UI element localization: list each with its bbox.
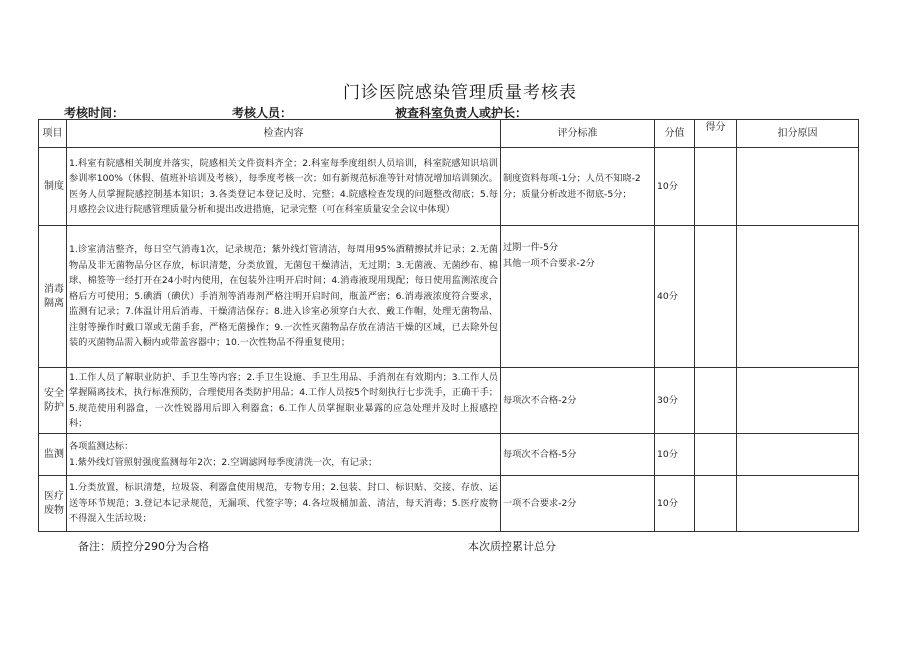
points-cell: 10分 xyxy=(655,476,695,532)
score-cell[interactable] xyxy=(695,434,737,476)
content-cell: 1.科室有院感相关制度并落实，院感相关文件资料齐全；2.科室每季度组织人员培训，科室院感知识培训参训率100%（休假、值班补培训及考核），每季度考核一次；如有新规范标准等针对情况增加培训频次。医务人员掌握院感控制基本知识；3.各类登记本登记及时、完整；4.院感检查发现的问题整改彻底；5.每月感控会议进行院感管理质量分析和提出改进措施，记录完整（可在科室质量安全会议中体现） xyxy=(67,148,501,226)
category-cell: 安全防护 xyxy=(44,387,64,413)
footer-note: 备注：质控分290分为合格 xyxy=(78,540,209,553)
category-cell: 消毒隔离 xyxy=(44,283,64,309)
category-cell: 监测 xyxy=(44,448,64,460)
total-score-label: 本次质控累计总分 xyxy=(468,540,556,553)
reason-cell[interactable] xyxy=(737,226,859,368)
header-points: 分值 xyxy=(655,120,695,148)
standard-cell: 每项次不合格-5分 xyxy=(501,434,655,476)
points-cell: 10分 xyxy=(655,148,695,226)
header-item: 项目 xyxy=(39,120,67,148)
assessment-table xyxy=(38,119,859,532)
table-row xyxy=(39,476,859,532)
header-reason: 扣分原因 xyxy=(737,120,859,148)
category-cell: 医疗废物 xyxy=(44,490,64,516)
department-head-label: 被查科室负责人或护长： xyxy=(395,106,528,120)
content-cell: 1.诊室清洁整齐，每日空气消毒1次，记录规范；紫外线灯管清洁，每周用95%酒精擦拭并记录；2.无菌物品及非无菌物品分区存放，标识清楚，分类放置，无菌包干燥清洁，无过期；3.无菌液、无菌纱布、棉球、棉签等一经打开在24小时内使用，在包装外注明开启时间；4.消毒液现用现配；每日使用监测浓度合格后方可使用；5.碘酒（碘伏）手消剂等消毒剂严格注明开启时间，瓶盖严密；6.消毒液浓度符合要求，监测有记录；7.体温计用后消毒、干燥清洁保存；8.进入诊室必须穿白大衣、戴工作帽，处理无菌物品、注射等操作时戴口罩或无菌手套，严格无菌操作；9.一次性灭菌物品存放在清洁干燥的区域，已去除外包装的灭菌物品需入橱内或带盖容器中；10.一次性物品不得重复使用； xyxy=(67,226,501,368)
table-row xyxy=(39,434,859,476)
reason-cell[interactable] xyxy=(737,476,859,532)
table-header-row xyxy=(39,120,859,148)
score-cell[interactable] xyxy=(695,148,737,226)
reason-cell[interactable] xyxy=(737,148,859,226)
table-row xyxy=(39,226,859,368)
header-standard: 评分标准 xyxy=(501,120,655,148)
page-title: 门诊医院感染管理质量考核表 xyxy=(343,83,577,103)
content-cell: 各项监测达标： 1.紫外线灯管照射强度监测每年2次；2.空调滤网每季度清洗一次，有记录； xyxy=(67,434,501,476)
assessment-time-label: 考核时间： xyxy=(64,106,125,120)
standard-cell: 每项次不合格-2分 xyxy=(501,368,655,434)
points-cell: 40分 xyxy=(655,226,695,368)
reason-cell[interactable] xyxy=(737,434,859,476)
score-cell[interactable] xyxy=(695,226,737,368)
assessor-label: 考核人员： xyxy=(232,106,293,120)
category-cell: 制度 xyxy=(44,180,64,192)
points-cell: 30分 xyxy=(655,368,695,434)
content-cell: 1.分类放置，标识清楚，垃圾袋、利器盒使用规范，专物专用；2.包装、封口、标识贴、交接、存放、运送等环节规范；3.登记本记录规范，无漏项、代签字等；4.各垃圾桶加盖、清洁，每天消毒；5.医疗废物不得混入生活垃圾； xyxy=(67,476,501,532)
standard-cell: 过期一件-5分 其他一项不合要求-2分 xyxy=(501,226,655,368)
table-row xyxy=(39,148,859,226)
content-cell: 1.工作人员了解职业防护、手卫生等内容；2.手卫生设施、手卫生用品、手消剂在有效期内；3.工作人员掌握隔离技术，执行标准预防，合理使用各类防护用品；4.工作人员按5个时刻执行七步洗手，正确干手；5.规范使用利器盒，一次性锐器用后即入利器盒；6.工作人员掌握职业暴露的应急处理并及时上报感控科； xyxy=(67,368,501,434)
standard-cell: 一项不合要求-2分 xyxy=(501,476,655,532)
score-cell[interactable] xyxy=(695,368,737,434)
header-content: 检查内容 xyxy=(67,120,501,148)
points-cell: 10分 xyxy=(655,434,695,476)
reason-cell[interactable] xyxy=(737,368,859,434)
standard-cell: 制度资料每项-1分；人员不知晓-2分；质量分析改进不彻底-5分； xyxy=(501,148,655,226)
header-score: 得分 xyxy=(695,120,737,148)
score-cell[interactable] xyxy=(695,476,737,532)
table-row xyxy=(39,368,859,434)
